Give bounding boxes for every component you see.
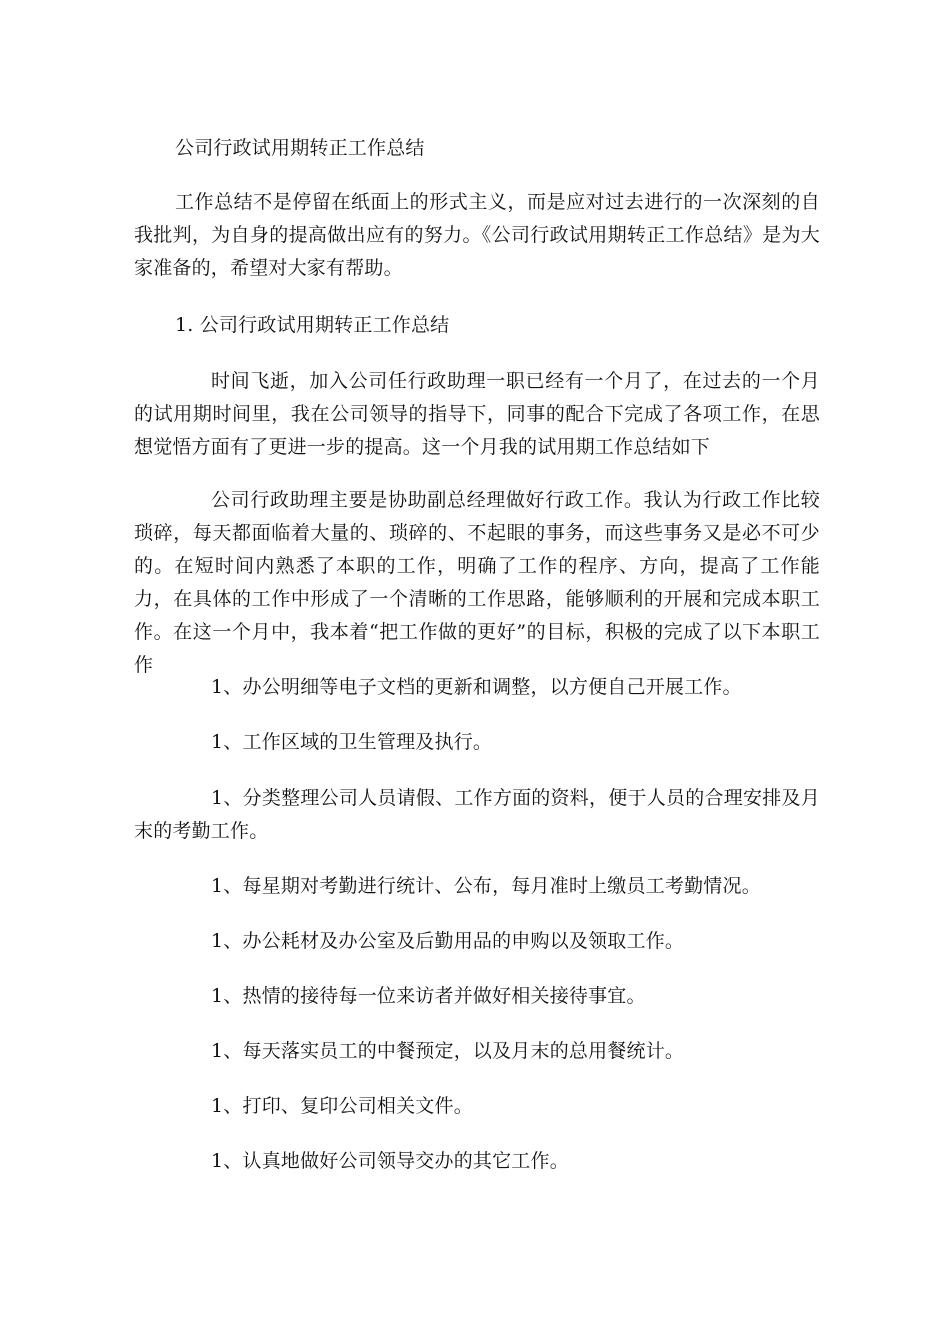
list-item: 1、每天落实员工的中餐预定，以及月末的总用餐统计。	[211, 1040, 685, 1062]
list-item: 1、热情的接待每一位来访者并做好相关接待事宜。	[211, 985, 646, 1007]
list-item: 1、办公耗材及办公室及后勤用品的申购以及领取工作。	[211, 930, 685, 952]
body-paragraph: 时间飞逝，加入公司任行政助理一职已经有一个月了，在过去的一个月的试用期时间里，我在公司领导的指导下，同事的配合下完成了各项工作，在思想觉悟方面有了更进一步的提高。这一个月我的试用期工作总结如下	[134, 370, 820, 458]
body-paragraph: 公司行政助理主要是协助副总经理做好行政工作。我认为行政工作比较琐碎，每天都面临着大量的、琐碎的、不起眼的事务，而这些事务又是必不可少的。在短时间内熟悉了本职的工作，明确了工作的程序、方向，提高了工作能力，在具体的工作中形成了一个清晰的工作思路，能够顺利的开展和完成本职工作。在这一个月中，我本着“把工作做的更好”的目标，积极的完成了以下本职工作	[134, 489, 820, 676]
list-item: 1、工作区域的卫生管理及执行。	[211, 731, 493, 753]
list-item: 1、分类整理公司人员请假、工作方面的资料，便于人员的合理安排及月末的考勤工作。	[134, 787, 820, 842]
intro-paragraph: 工作总结不是停留在纸面上的形式主义，而是应对过去进行的一次深刻的自我批判，为自身的提高做出应有的努力。《公司行政试用期转正工作总结》是为大家准备的，希望对大家有帮助。	[134, 191, 820, 279]
list-item: 1、办公明细等电子文档的更新和调整，以方便自己开展工作。	[211, 676, 742, 698]
list-item: 1、认真地做好公司领导交办的其它工作。	[211, 1150, 569, 1172]
section-heading: 1. 公司行政试用期转正工作总结	[175, 314, 450, 336]
list-item: 1、每星期对考勤进行统计、公布，每月准时上缴员工考勤情况。	[211, 875, 761, 897]
document-title: 公司行政试用期转正工作总结	[175, 137, 425, 159]
list-item: 1、打印、复印公司相关文件。	[211, 1095, 473, 1117]
